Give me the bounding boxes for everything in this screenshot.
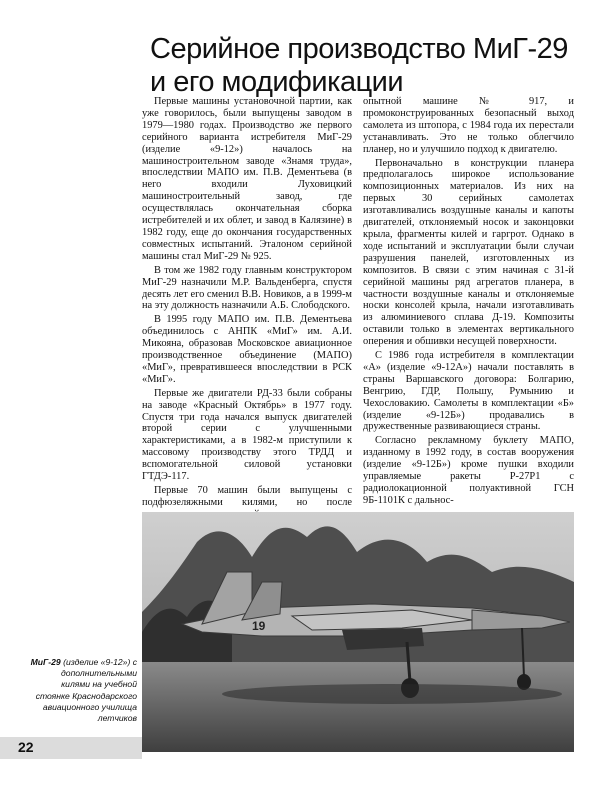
article-title (150, 33, 590, 99)
body-paragraph: В том же 1982 году главным конструктором МиГ-29 назначили М.Р. Вальденберга, спустя десять лет его сменил В.В. Новиков, а в 1999-м на эту должность назначили А.Б. Слободского. (142, 264, 352, 312)
photo-caption (30, 657, 137, 724)
body-paragraph: Первые машины установочной партии, как уже говорилось, были выпущены заводом в 1979—1980 годах. Производство же первого серийного варианта истребителя МиГ-29 (изделие «9-12») началось на машиностроительном заводе «Знамя труда», впоследствии МАПО им. П.В. Дементьева (в него входили Луховицкий машиностроительный завод, где осуществлялась окончательная сборка истребителей и их облет, и завод в Калязине) в 1982 году, еще до окончания государственных совместных испытаний. Эталоном серийной машины стал МиГ-29 № 925. (142, 96, 352, 262)
left-text-column (142, 96, 352, 533)
body-paragraph: Согласно рекламному буклету МАПО, изданному в 1992 году, в состав вооружения (изделие «9-12Б») кроме пушки входили управляемые ракеты Р-27Р1 с радиолокационной полуактивной ГСН 9Б-1101К с дальнос- (363, 435, 574, 506)
mig-29-photo (142, 512, 574, 752)
aircraft-tail-mark: 19 (252, 619, 266, 633)
aircraft-shadow (222, 684, 562, 704)
body-paragraph: В 1995 году МАПО им. П.В. Дементьева объединилось с АНПК «МиГ» им. А.И. Микояна, образовав Московское авиационное производственное объединение (МАПО) «МиГ», превратившееся впоследствии в РСК «МиГ». (142, 314, 352, 385)
photo-caption-text: (изделие «9-12») с дополнительными килями на учебной стоянке Краснодарского авиационного училища летчиков (35, 657, 137, 724)
article-title-line-2: и его модификации (150, 66, 404, 98)
body-paragraph: Первые же двигатели РД-33 были собраны на заводе «Красный Октябрь» в 1977 году. Спустя три года начался выпуск двигателей второй серии с улучшенными характеристиками, а в 1982-м приступили к массовому производству этого ТРДД и вспомогательной силовой установки ГТДЭ-117. (142, 387, 352, 483)
body-paragraph: Первоначально в конструкции планера предполагалось широкое использование композиционных материалов. Из них на первых 30 серийных самолетах изготавливались воздушные каналы и капоты двигателей, отклоняемый носок и законцовки крыла, фрагменты килей и гаргрот. Однако в ходе испытаний и эксплуатации были случаи разрушения панелей, изготовленных из композитов. В связи с этим начиная с 31-й серийной машины ряд агрегатов планера, в частности воздушные каналы и отклоняемые носки консолей крыла, начали изготавливать из алюминиевого сплава Д-19. Композиты оставили только в элементах вертикального оперения и обшивки несущей поверхности. (363, 157, 574, 348)
page-number: 22 (18, 739, 34, 755)
body-paragraph-continued: опытной машине № 917, и промоконструированных безопасный выход самолета из штопора, с 1984 года их перестали устанавливать. Это не только облегчило планер, но и улучшило подход к двигателю. (363, 96, 574, 155)
photo-ground (142, 662, 574, 752)
article-title-line-1: Серийное производство МиГ-29 (150, 33, 568, 65)
right-text-column (363, 96, 574, 507)
body-paragraph: Первые 70 машин были выпущены с подфюзеляжными килями, но после (142, 485, 352, 508)
body-paragraph: С 1986 года истребителя в комплектации «А» (изделие «9-12А») начали поставлять в страны Варшавского договора: Болгарию, Венгрию, ГДР, Польшу, Румынию и Чехословакию. Самолеты в комплектации «Б» (изделие «9-12Б») продавались в дружественные развивающиеся страны. (363, 350, 574, 433)
photo-caption-lead: МиГ-29 (30, 657, 61, 667)
